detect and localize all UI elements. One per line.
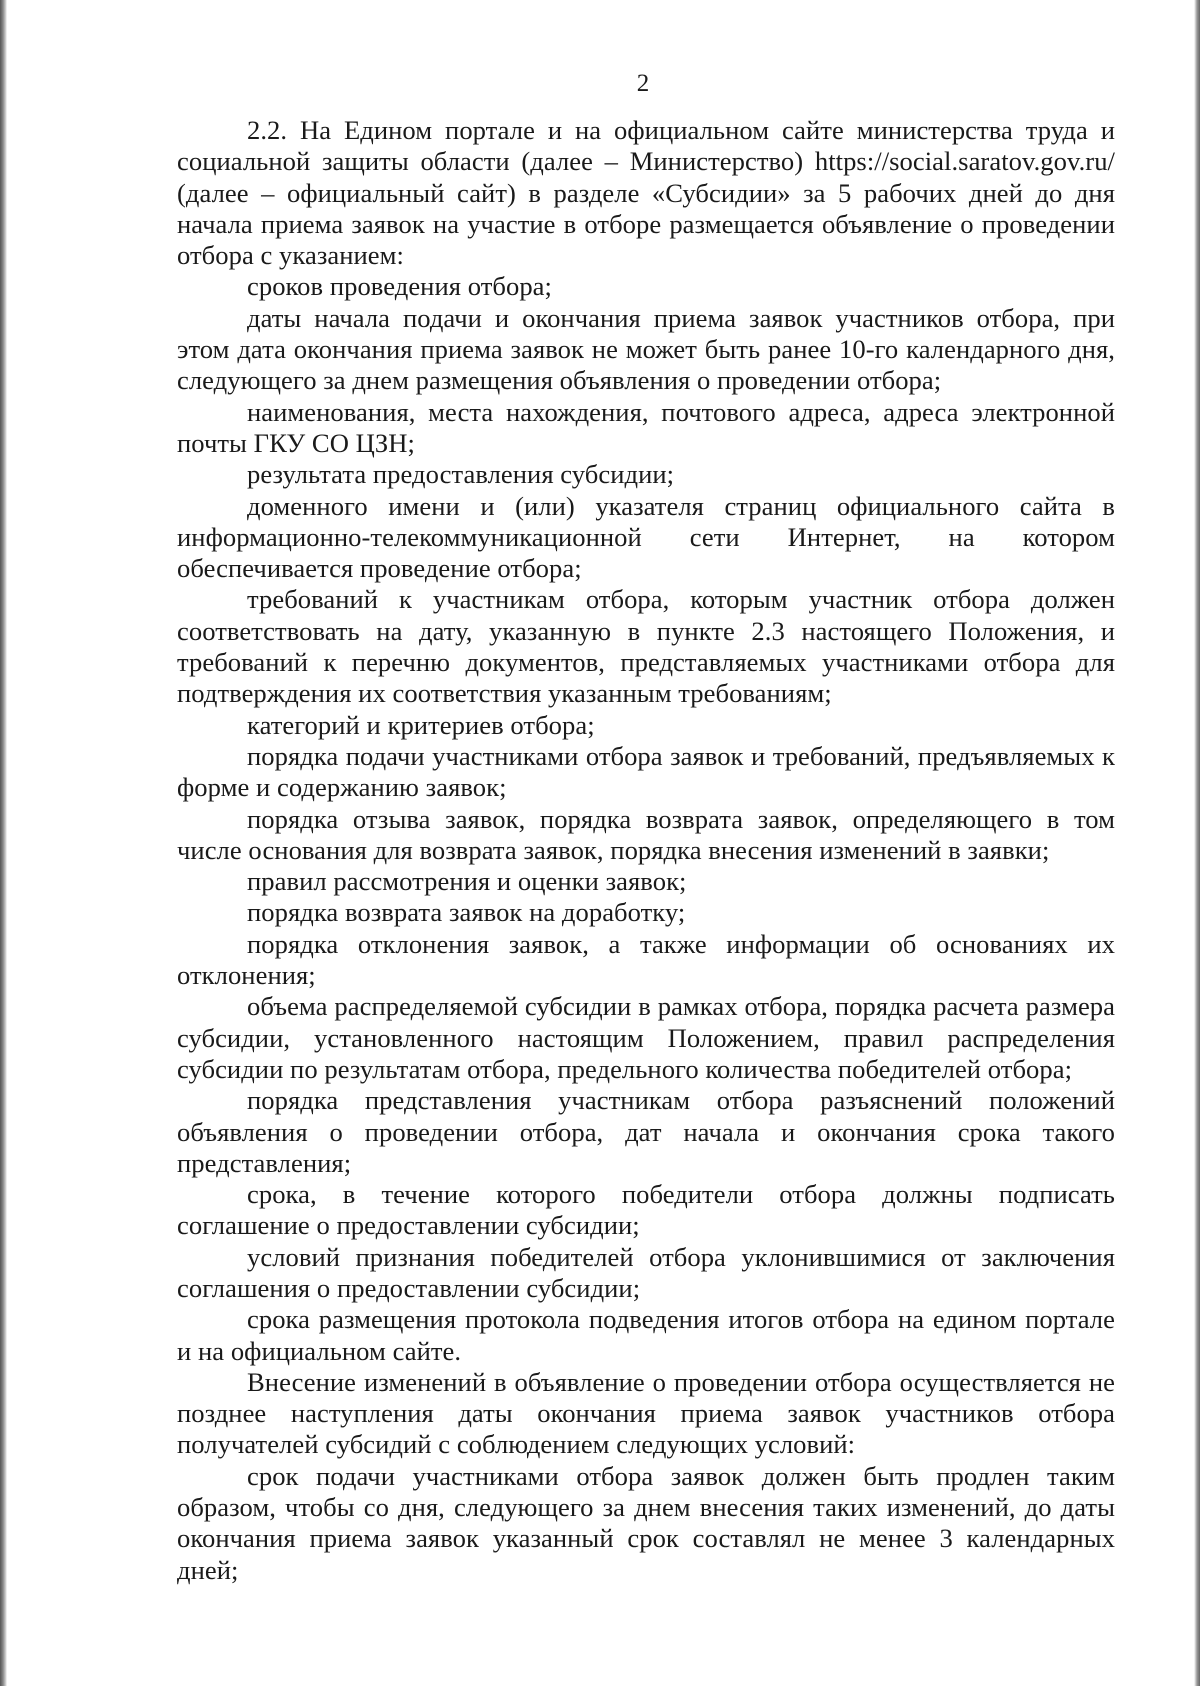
paragraph: категорий и критериев отбора; [247,709,595,740]
paragraph: порядка подачи участниками отбора заявок и требований, предъявляемых к форме и содержанию заявок; [177,740,1115,803]
paragraph: порядка отзыва заявок, порядка возврата заявок, определяющего в том числе основания для возврата заявок, порядка внесения изменений в заявки; [177,803,1115,865]
paragraph: порядка возврата заявок на доработку; [247,897,686,928]
page-number: 2 [636,70,650,97]
paragraph: срока, в течение которого победители отбора должны подписать соглашение о предоставлении субсидии; [177,1179,1115,1241]
paragraph: условий признания победителей отбора уклонившимися от заключения соглашения о предоставлении субсидии; [177,1241,1115,1303]
paragraph: Внесение изменений в объявление о проведении отбора осуществляется не позднее наступления даты окончания приема заявок участников отбора получателей субсидий с соблюдением следующих условий: [177,1366,1115,1460]
scan-edge-right [1194,0,1200,1686]
paragraph: 2.2. На Едином портале и на официальном сайте министерства труда и социальной защиты области (далее – Министерство) https://social.saratov.gov.ru/ (далее – официальный сайт) в разделе «Субсидии» за 5 рабочих дней до дня начала приема заявок на участие в отборе размещается объявление о проведении отбора с указанием: [177,115,1115,271]
paragraph: доменного имени и (или) указателя страниц официального сайта в информационно-телекоммуникационной сети Интернет, на котором обеспечивается проведение отбора; [177,490,1115,584]
paragraph: объема распределяемой субсидии в рамках отбора, порядка расчета размера субсидии, установленного настоящим Положением, правил распределения субсидии по результатам отбора, предельного количества победителей отбора; [177,991,1115,1084]
paragraph: срок подачи участниками отбора заявок должен быть продлен таким образом, чтобы со дня, следующего за днем внесения таких изменений, до даты окончания приема заявок указанный срок составлял не менее 3 календарных дней; [177,1460,1115,1585]
paragraph: правил рассмотрения и оценки заявок; [247,866,687,897]
scan-edge-left [0,0,7,1686]
paragraph: срока размещения протокола подведения итогов отбора на едином портале и на официальном сайте. [177,1304,1115,1366]
paragraph: порядка представления участникам отбора разъяснений положений объявления о проведении отбора, дат начала и окончания срока такого представления; [177,1085,1115,1178]
paragraph: сроков проведения отбора; [247,271,552,302]
paragraph: даты начала подачи и окончания приема заявок участников отбора, при этом дата окончания приема заявок не может быть ранее 10-го календарного дня, следующего за днем размещения объявления о проведении отбора; [177,302,1115,396]
paragraph: требований к участникам отбора, которым участник отбора должен соответствовать на дату, указанную в пункте 2.3 настоящего Положения, и требований к перечню документов, представляемых участниками отбора для подтверждения их соответствия указанным требованиям; [177,584,1115,709]
paragraph: результата предоставления субсидии; [247,459,675,490]
paragraph: порядка отклонения заявок, а также информации об основаниях их отклонения; [177,928,1115,991]
document-body [177,115,1115,1586]
paragraph: наименования, места нахождения, почтового адреса, адреса электронной почты ГКУ СО ЦЗН; [177,396,1115,458]
